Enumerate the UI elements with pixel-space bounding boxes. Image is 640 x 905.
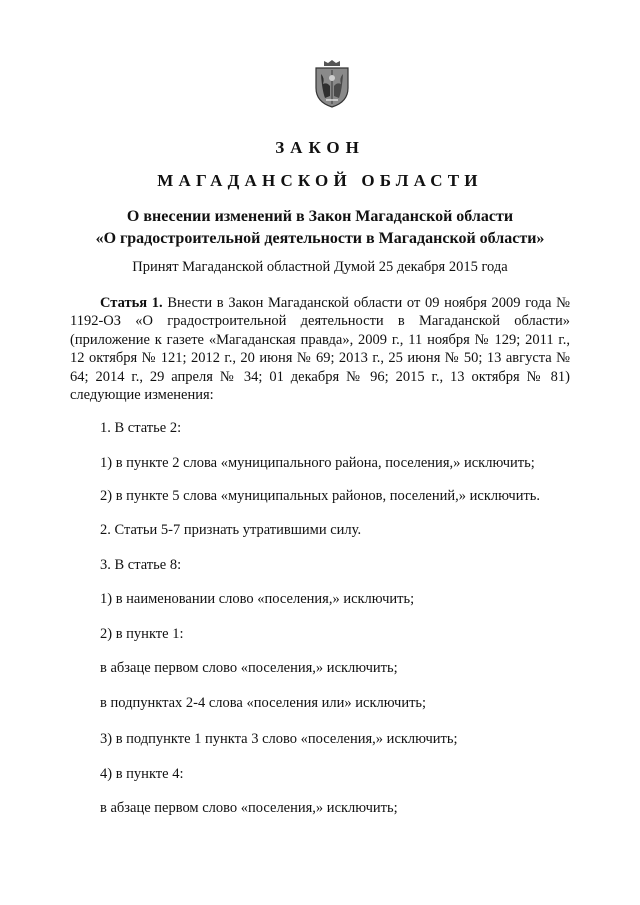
adoption-note: Принят Магаданской областной Думой 25 декабря 2015 года [132,259,508,275]
article-label: Статья 1. [100,295,163,311]
subtitle-line: О внесении изменений в Закон Магаданской области [126,208,514,225]
list-item: 1. В статье 2: [100,420,182,436]
coat-of-arms-icon [313,58,351,108]
list-item: в подпунктах 2-4 слова «поселения или» исключить; [100,695,427,711]
article-text: Внести в Закон Магаданской области от 09 ноября 2009 года № 1192-ОЗ «О градостроительной деятельности в Магаданской области» (приложение к газете «Магаданская правда», 2009 г., 11 ноября № 129; 2011 г., 12 октября № 121; 2012 г., 20 июня № 69; 2013 г., 25 июня № 50; 13 августа № 64; 2014 г., 29 апреля № 34; 01 декабря № 96; 2015 г., 13 октября № 81) следующие изменения: [70,295,570,404]
list-item: в абзаце первом слово «поселения,» исключить; [100,660,398,676]
list-item: 1) в пункте 2 слова «муниципального района, поселения,» исключить; [100,455,535,471]
list-item: 4) в пункте 4: [100,766,184,782]
law-title: ЗАКОН [275,138,365,157]
article-1 [70,294,570,404]
list-item: 3. В статье 8: [100,557,182,573]
article-1-paragraph [70,294,570,404]
list-item: в абзаце первом слово «поселения,» исключить; [100,800,398,816]
list-item: 3) в подпункте 1 пункта 3 слово «поселения,» исключить; [100,731,458,747]
region-title: МАГАДАНСКОЙ ОБЛАСТИ [157,171,483,190]
law-subtitle [0,206,640,250]
subtitle-line: «О градостроительной деятельности в Магаданской области» [95,230,545,247]
list-item: 2) в пункте 1: [100,626,184,642]
list-item: 1) в наименовании слово «поселения,» исключить; [100,591,415,607]
list-item: 2) в пункте 5 слова «муниципальных районов, поселений,» исключить. [100,488,541,504]
list-item: 2. Статьи 5-7 признать утратившими силу. [100,522,362,538]
